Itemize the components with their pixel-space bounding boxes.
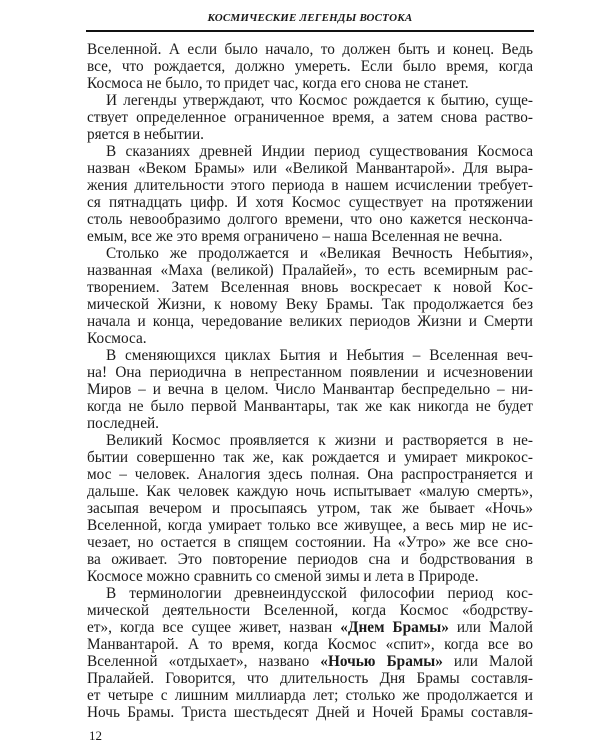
text-line: мической деятельности Вселенной, когда Космос «бодрству- [87, 602, 533, 619]
text-line: бытии совершенно так же, как рождается и умирает микрокос- [87, 449, 533, 466]
text-line: емым, все же это время ограничено – наша Вселенная не вечна. [87, 228, 503, 245]
text-line: Манвантарой. А то время, когда Космос «спит», когда все во [87, 636, 533, 653]
text-line: Великий Космос проявляется к жизни и растворяется в не- [106, 432, 533, 449]
paragraph [87, 585, 533, 721]
text-line: творением. Затем Вселенная вновь воскресает к новой Кос- [87, 279, 533, 296]
paragraph [87, 143, 533, 245]
text-line: назван «Веком Брамы» или «Великой Манвантарой». Для выра- [87, 160, 533, 177]
text-line: столь невообразимо долгого времени, что оно кажется несконча- [87, 211, 533, 228]
text-line: последней. [87, 415, 159, 432]
text-line: ет четыре с лишним миллиарда лет; столько же продолжается и [87, 687, 533, 704]
text-line: все, что рождается, должно умереть. Если было время, когда [87, 58, 533, 75]
text-line: Миров – и вечна в целом. Число Манвантар беспредельно – ни- [87, 381, 533, 398]
text-line: Столько же продолжается и «Великая Вечность Небытия», [106, 245, 533, 262]
text-line: Ночь Брамы. Триста шестьдесят Дней и Ночей Брамы составля- [87, 704, 533, 721]
text-line: ва оживает. Это повторение периодов сна и бодрствования в [87, 551, 533, 568]
bold-term: «Ночью Брамы» [320, 653, 443, 670]
text-line: И легенды утверждают, что Космос рождается к бытию, суще- [106, 92, 533, 109]
running-head: КОСМИЧЕСКИЕ ЛЕГЕНДЫ ВОСТОКА [207, 12, 413, 24]
text-line: на! Она периодична в непрестанном появлении и исчезновении [87, 364, 533, 381]
text-line: Пралайей. Говорится, что длительность Дня Брамы составля- [87, 670, 533, 687]
text-line: ет», когда все сущее живет, назван «Днем Брамы» или Малой [87, 619, 533, 636]
text-line: ся пятнадцать цифр. И хотя Космос существует на протяжении [87, 194, 533, 211]
paragraph [87, 41, 533, 92]
text-line: Вселенной, когда умирает только все живущее, а весь мир не ис- [87, 517, 533, 534]
text-line: Космоса. [87, 330, 147, 347]
text-line: Космоса не было, то придет час, когда его снова не станет. [87, 75, 469, 92]
text-line: начала и конца, чередование великих периодов Жизни и Смерти [87, 313, 533, 330]
text-line: названная «Маха (великой) Пралайей», то есть всемирным рас- [87, 262, 533, 279]
bold-term: «Днем Брамы» [340, 619, 449, 636]
text-line: ряется в небытии. [87, 126, 204, 143]
paragraph [87, 432, 533, 585]
text-line: Вселенной. А если было начало, то должен быть и конец. Ведь [87, 41, 533, 58]
text-line: чезает, но остается в спящем состоянии. На «Утро» же все сно- [87, 534, 533, 551]
page-number: 12 [89, 728, 102, 743]
paragraph [87, 245, 533, 347]
text-line: В сказаниях древней Индии период существования Космоса [106, 143, 533, 160]
text-line: мос – человек. Аналогия здесь полная. Она распространяется и [87, 466, 533, 483]
text-line: ствует определенное ограниченное время, а затем снова раство- [87, 109, 533, 126]
paragraph [87, 347, 533, 432]
text-line: жения длительности этого периода в нашем исчислении требует- [87, 177, 533, 194]
text-line: дальше. Как человек каждую ночь испытывает «малую смерть», [87, 483, 533, 500]
text-line: засыпая вечером и просыпаясь утром, так же бывает «Ночь» [87, 500, 533, 517]
text-line: когда не было первой Манвантары, так же как никогда не будет [87, 398, 533, 415]
text-line: В терминологии древнеиндусской философии период кос- [106, 585, 533, 602]
text-line: Космосе можно сравнить со сменой зимы и лета в Природе. [87, 568, 479, 585]
header-rule [86, 30, 534, 32]
body-text [87, 41, 533, 721]
text-line: мической Жизни, к новому Веку Брамы. Так продолжается без [87, 296, 533, 313]
text-line: Вселенной «отдыхает», названо «Ночью Брамы» или Малой [87, 653, 533, 670]
text-line: В сменяющихся циклах Бытия и Небытия – Вселенная веч- [106, 347, 533, 364]
paragraph [87, 92, 533, 143]
